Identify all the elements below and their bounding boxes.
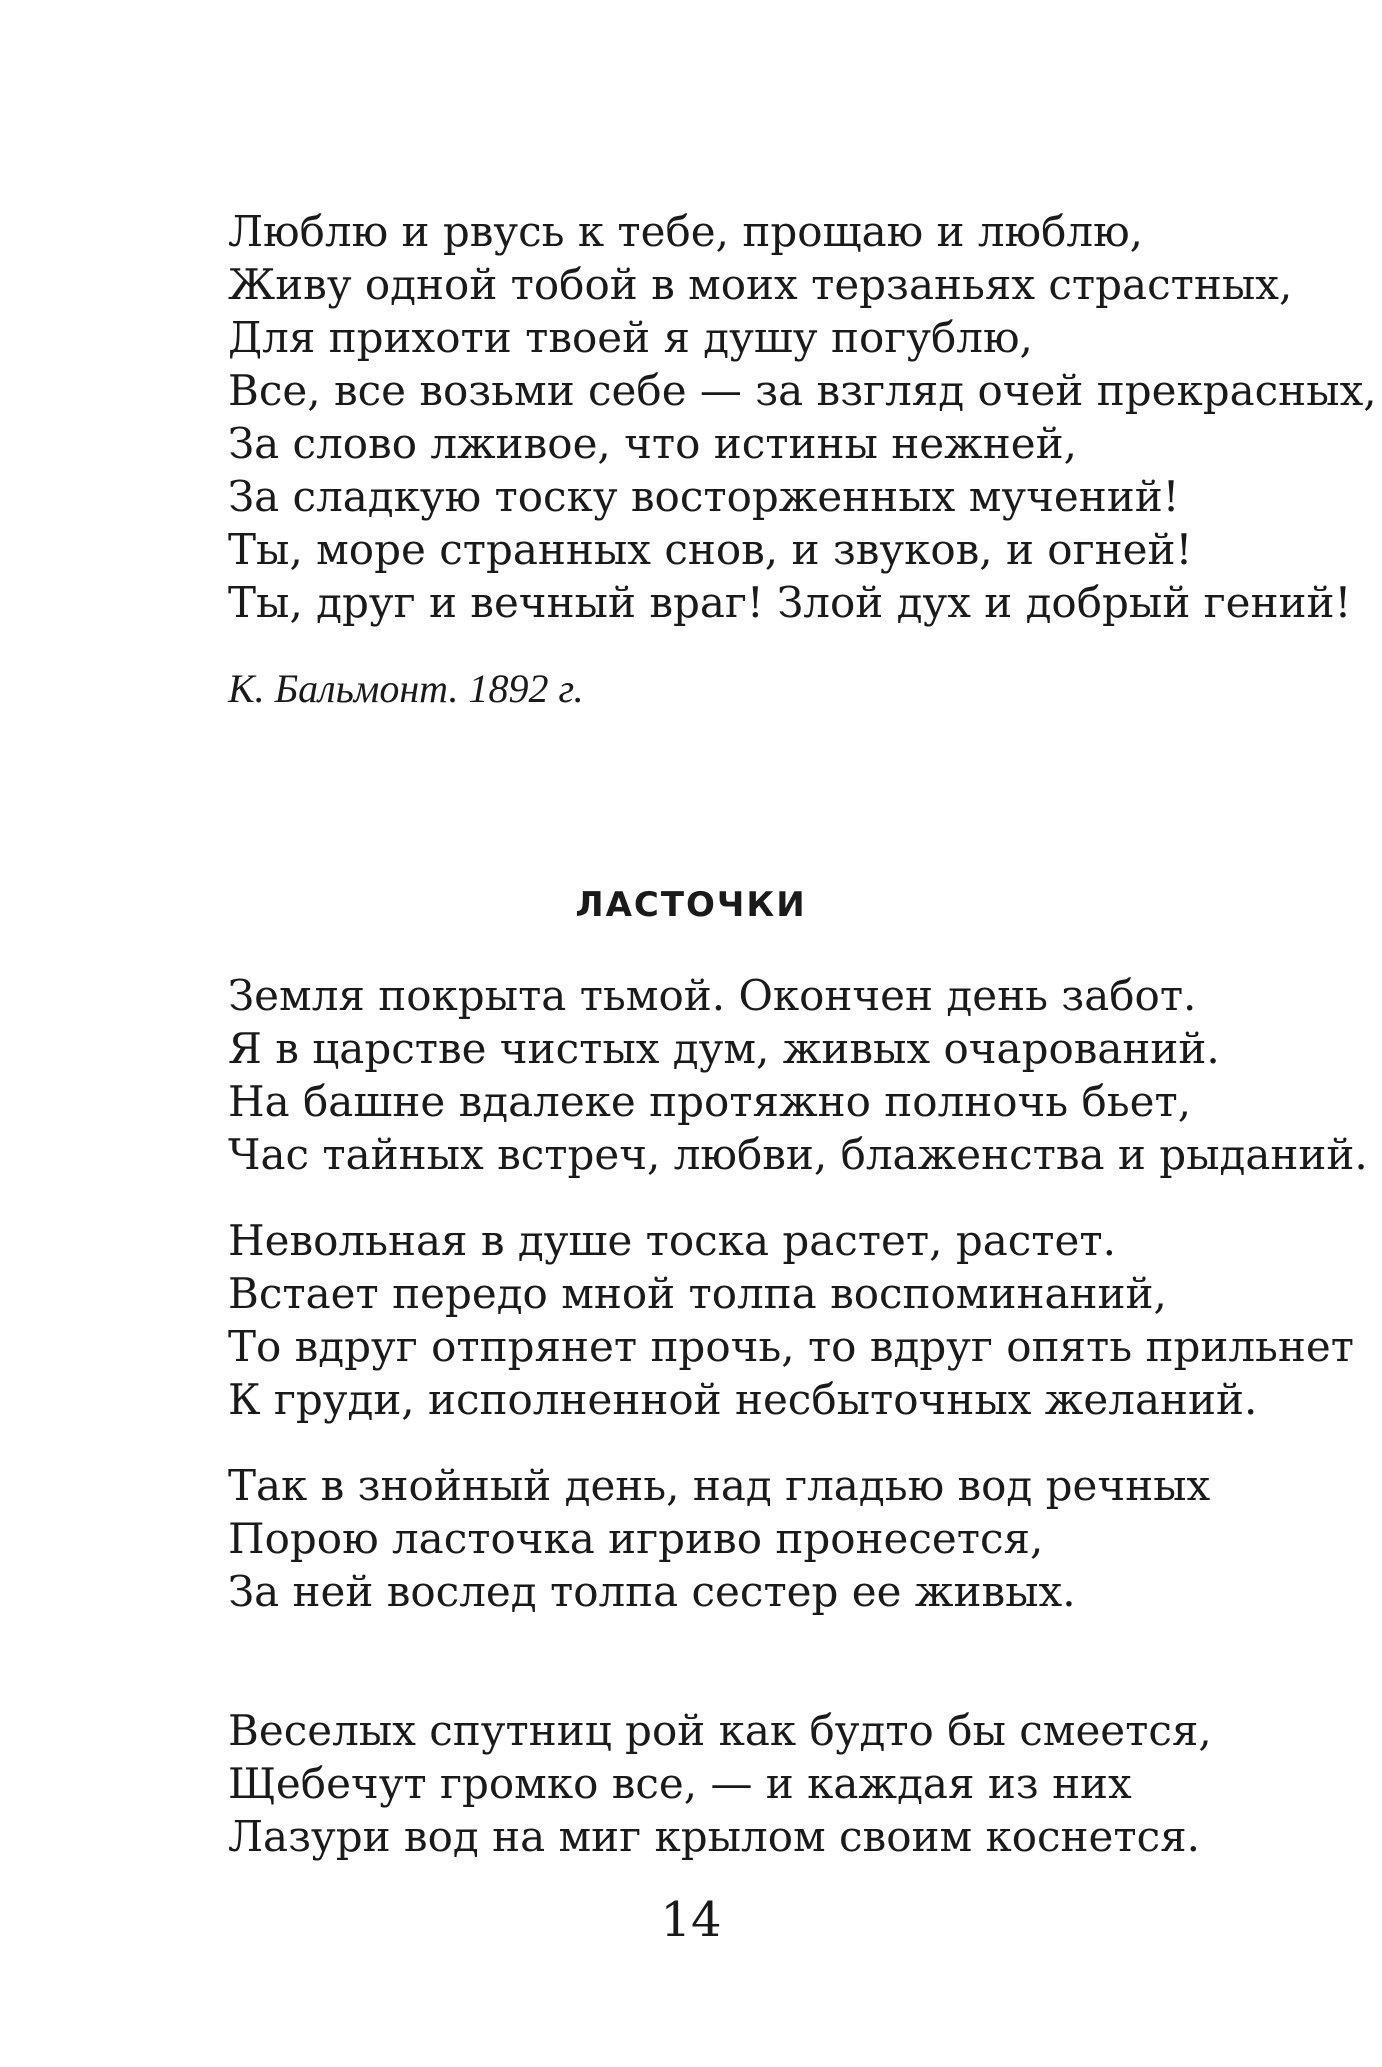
poem-line: На башне вдалеке протяжно полночь бьет, xyxy=(228,1077,1192,1126)
poem-line: Люблю и рвусь к тебе, прощаю и люблю, xyxy=(228,207,1143,256)
page-number: 14 xyxy=(660,1892,722,1948)
poem-line: Невольная в душе тоска растет, растет. xyxy=(228,1216,1116,1265)
poem-line: Для прихоти твоей я душу погублю, xyxy=(228,313,1033,362)
poem-line: То вдруг отпрянет прочь, то вдруг опять прильнет xyxy=(228,1322,1355,1371)
poem-line: Земля покрыта тьмой. Окончен день забот. xyxy=(228,971,1197,1020)
poem-signature: К. Бальмонт. 1892 г. xyxy=(228,666,584,711)
poem-stanza xyxy=(228,1459,1210,1618)
poem-line: Встает передо мной толпа воспоминаний, xyxy=(228,1269,1167,1318)
poem-line: Час тайных встреч, любви, блаженства и рыданий. xyxy=(228,1130,1368,1179)
poem-line: Все, все возьми себе — за взгляд очей прекрасных, xyxy=(228,366,1377,415)
poem-title: ЛАСТОЧКИ xyxy=(575,885,807,925)
poem-stanza xyxy=(228,205,1377,629)
poem-line: К груди, исполненной несбыточных желаний. xyxy=(228,1375,1258,1424)
poem-line: Порою ласточка игриво пронесется, xyxy=(228,1514,1044,1563)
poem-stanza xyxy=(228,1704,1212,1863)
poem-stanza xyxy=(228,969,1368,1181)
poem-line: Ты, друг и вечный враг! Злой дух и добрый гений! xyxy=(228,578,1352,627)
poem-line: Я в царстве чистых дум, живых очарований. xyxy=(228,1024,1220,1073)
poem-line: За ней вослед толпа сестер ее живых. xyxy=(228,1567,1076,1616)
poem-line: Веселых спутниц рой как будто бы смеется, xyxy=(228,1706,1212,1755)
poem-line: Лазури вод на миг крылом своим коснется. xyxy=(228,1812,1201,1861)
poem-line: Ты, море странных снов, и звуков, и огней! xyxy=(228,525,1193,574)
poem-line: За слово лживое, что истины нежней, xyxy=(228,419,1077,468)
poem-line: Живу одной тобой в моих терзаньях страстных, xyxy=(228,260,1293,309)
poem-stanza xyxy=(228,1214,1354,1426)
poem-line: За сладкую тоску восторженных мучений! xyxy=(228,472,1180,521)
poem-line: Так в знойный день, над гладью вод речных xyxy=(228,1461,1211,1510)
poem-line: Щебечут громко все, — и каждая из них xyxy=(228,1759,1132,1808)
